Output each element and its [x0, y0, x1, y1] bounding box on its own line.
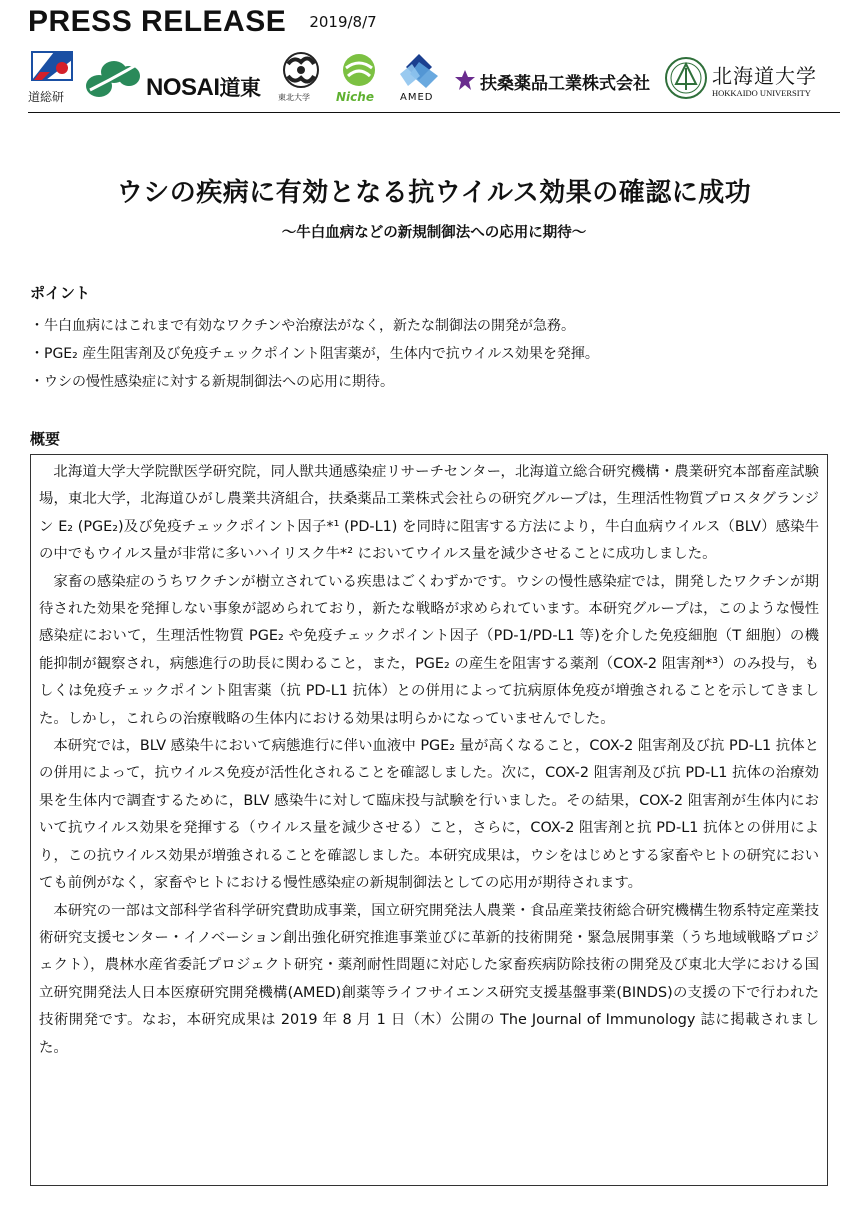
- overview-paragraph: 家畜の感染症のうちワクチンが樹立されている疾患はごくわずかです。ウシの慢性感染症では，開発したワクチンが期待された効果を発揮しない事象が認められており，新たな戦略が求められています。本研究グループは，このような慢性感染症において，生理活性物質 PGE₂ や免疫チェックポイント因子（PD-1/PD-L1 等)を介した免疫細胞（T 細胞）の機能抑制が観察され，病態進行の助長に関わること，また，PGE₂ の産生を阻害する薬剤（COX-2 阻害剤*³）のみ投与，もしくは免疫チェックポイント阻害薬（抗 PD-L1 抗体）との併用によって抗病原体免疫が増強されることを示してきました。しかし，これらの治療戦略の生体内における効果は明らかになっていませんでした。: [39, 573, 819, 727]
- logo-row: [28, 50, 833, 106]
- niche-label: Niche: [336, 90, 374, 104]
- nosai-region: 道東: [219, 76, 261, 100]
- niche-logo: [332, 50, 388, 106]
- fuso-mark-icon: [454, 69, 476, 91]
- points-list: [30, 312, 830, 396]
- overview-paragraph: 本研究では，BLV 感染牛において病態進行に伴い血液中 PGE₂ 量が高くなること，COX-2 阻害剤及び抗 PD-L1 抗体との併用によって，抗ウイルス免疫が活性化されることを確認しました。次に，COX-2 阻害剤及び抗 PD-L1 抗体の治療効果を生体内で調査するために，BLV 感染牛に対して臨床投与試験を行いました。その結果，COX-2 阻害剤が生体内において抗ウイルス効果を発揮する（ウイルス量を減少させる）こと，さらに，COX-2 阻害剤と抗 PD-L1 抗体との併用により，この抗ウイルス効果が増強されることを確認しました。本研究成果は，ウシをはじめとする家畜やヒトの研究においても前例がなく，家畜やヒトにおける慢性感染症の新規制御法としての応用が期待されます。: [39, 738, 819, 892]
- hokudai-mark-icon: [664, 54, 708, 102]
- fuso-label: 扶桑薬品工業株式会社: [480, 74, 650, 94]
- tohoku-mark-icon: [280, 50, 322, 90]
- header-divider: [28, 112, 840, 113]
- point-item: ・PGE₂ 産生阻害剤及び免疫チェックポイント阻害薬が，生体内で抗ウイルス効果を発揮。: [30, 346, 599, 362]
- overview-box: [30, 454, 828, 1186]
- niche-mark-icon: [334, 52, 384, 94]
- points-heading: ポイント: [30, 284, 91, 302]
- overview-heading: 概要: [30, 430, 61, 448]
- doso-label: 道総研: [28, 90, 65, 104]
- fuso-logo: [454, 50, 660, 106]
- hokudai-logo: [664, 50, 834, 106]
- doso-mark-icon: [30, 50, 74, 82]
- nosai-logo: [84, 50, 270, 106]
- amed-label: AMED: [400, 92, 434, 103]
- release-date: 2019/8/7: [309, 13, 377, 31]
- page-title: ウシの疾病に有効となる抗ウイルス効果の確認に成功: [116, 178, 752, 208]
- header: [28, 6, 840, 38]
- overview-paragraph: 本研究の一部は文部科学省科学研究費助成事業，国立研究開発法人農業・食品産業技術総合研究機構生物系特定産業技術研究支援センター・イノベーション創出強化研究推進事業並びに革新的技術開発・緊急展開事業（うち地域戦略プロジェクト），農林水産省委託プロジェクト研究・薬剤耐性問題に対応した家畜疾病防除技術の開発及び東北大学における国立研究開発法人日本医療研究開発機構(AMED)創薬等ライフサイエンス研究支援基盤事業(BINDS)の支援の下で行われた技術開発です。なお，本研究成果は 2019 年 8 月 1 日（木）公開の The Journal of Immunology 誌に掲載されました。: [39, 902, 819, 1056]
- nosai-mark-icon: [84, 56, 142, 100]
- tohoku-label: 東北大学: [278, 93, 310, 102]
- page-subtitle: 〜牛白血病などの新規制御法への応用に期待〜: [281, 225, 587, 241]
- nosai-text: NOSAI: [146, 74, 220, 101]
- overview-paragraph: 北海道大学大学院獣医学研究院，同人獣共通感染症リサーチセンター，北海道立総合研究機構・農業研究本部畜産試験場，東北大学，北海道ひがし農業共済組合，扶桑薬品工業株式会社らの研究グループは，生理活性物質プロスタグランジン E₂ (PGE₂)及び免疫チェックポイント因子*¹ (PD-L1) を同時に阻害する方法により，牛白血病ウイルス（BLV）感染牛の中でもウイルス量が非常に多いハイリスク牛*² においてウイルス量を減少させることに成功しました。: [39, 464, 819, 563]
- press-release-label: PRESS RELEASE: [28, 5, 287, 38]
- amed-mark-icon: [396, 52, 442, 90]
- amed-logo: [394, 50, 446, 106]
- hokudai-label-en: HOKKAIDO UNIVERSITY: [712, 88, 811, 98]
- tohoku-logo: [278, 50, 326, 106]
- hokudai-label-jp: 北海道大学: [712, 64, 817, 88]
- doso-logo: [28, 50, 78, 106]
- point-item: ・牛白血病にはこれまで有効なワクチンや治療法がなく，新たな制御法の開発が急務。: [30, 318, 576, 334]
- point-item: ・ウシの慢性感染症に対する新規制御法への応用に期待。: [30, 374, 394, 390]
